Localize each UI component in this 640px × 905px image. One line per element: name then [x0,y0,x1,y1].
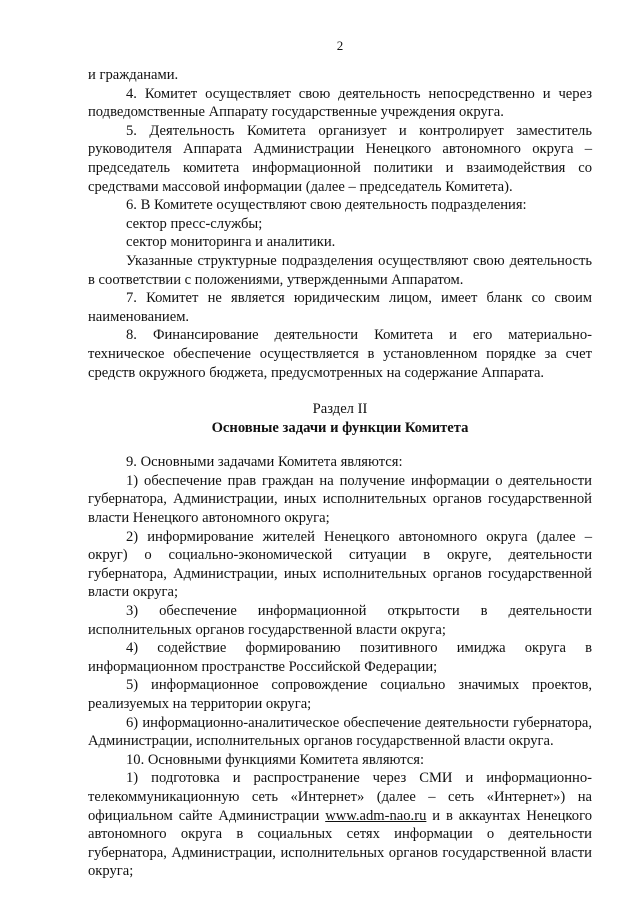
paragraph-9-5: 5) информационное сопровождение социально значимых проектов, реализуемых на территории округа; [88,677,592,712]
paragraph-5: 5. Деятельность Комитета организует и контролирует заместитель руководителя Аппарата Администрации Ненецкого автономного округа – председатель комитета информационной политики и взаимодействия со средствами массовой информации (далее – председатель Комитета). [88,122,592,195]
paragraph-6-item-monitoring: сектор мониторинга и аналитики. [126,234,336,251]
paragraph-6-item-press: сектор пресс-службы; [126,215,263,232]
paragraph-4: 4. Комитет осуществляет свою деятельность непосредственно и через подведомственные Аппарату государственные учреждения округа. [88,85,592,121]
section-label: Раздел II [312,401,368,418]
body-top [88,66,592,382]
section-title: Основные задачи и функции Комитета [211,419,469,436]
paragraph-9-4: 4) содействие формированию позитивного имиджа округа в информационном пространстве Российской Федерации; [88,640,592,675]
paragraph-9-3: 3) обеспечение информационной открытости в деятельности исполнительных органов государственной власти округа; [88,603,592,638]
paragraph-8: 8. Финансирование деятельности Комитета и его материально-техническое обеспечение осуществляется в установленном порядке за счет средств окружного бюджета, предусмотренных на содержание Аппарата. [88,327,592,381]
paragraph-6-note: Указанные структурные подразделения осуществляют свою деятельность в соответствии с положениями, утвержденными Аппаратом. [88,252,592,288]
paragraph-10-1-text-after: и в аккаунтах Ненецкого автономного округа в социальных сетях информации о деятельности губернатора, Администрации, исполнительных органов государственной власти округа; [88,807,592,880]
page-number: 2 [336,38,344,53]
paragraph-9: 9. Основными задачами Комитета являются: [126,454,403,471]
paragraph-continuation: и гражданами. [88,67,179,83]
body-bottom [88,453,592,881]
paragraph-7: 7. Комитет не является юридическим лицом, имеет бланк со своим наименованием. [88,290,592,325]
paragraph-9-1: 1) обеспечение прав граждан на получение информации о деятельности губернатора, Администрации, иных исполнительных органов государственной власти Ненецкого автономного округа; [88,472,592,527]
paragraph-10-1-text-before: 1) подготовка и распространение через СМИ и информационно-телекоммуникационную сеть «Интернет» (далее – сеть «Интернет») на официальном сайте Администрации [88,770,592,824]
paragraph-10: 10. Основными функциями Комитета являются: [126,751,425,768]
paragraph-9-6: 6) информационно-аналитическое обеспечение деятельности губернатора, Администрации, исполнительных органов государственной власти округа. [88,714,592,750]
paragraph-10-1 [88,769,592,881]
paragraph-9-2: 2) информирование жителей Ненецкого автономного округа (далее – округ) о социально-экономической ситуации в округе, деятельности губернатора, Администрации, иных исполнительных органов государственной власти округа; [88,528,592,601]
paragraph-6: 6. В Комитете осуществляют свою деятельность подразделения: [126,197,527,214]
website-link[interactable]: www.adm-nao.ru [325,807,427,824]
